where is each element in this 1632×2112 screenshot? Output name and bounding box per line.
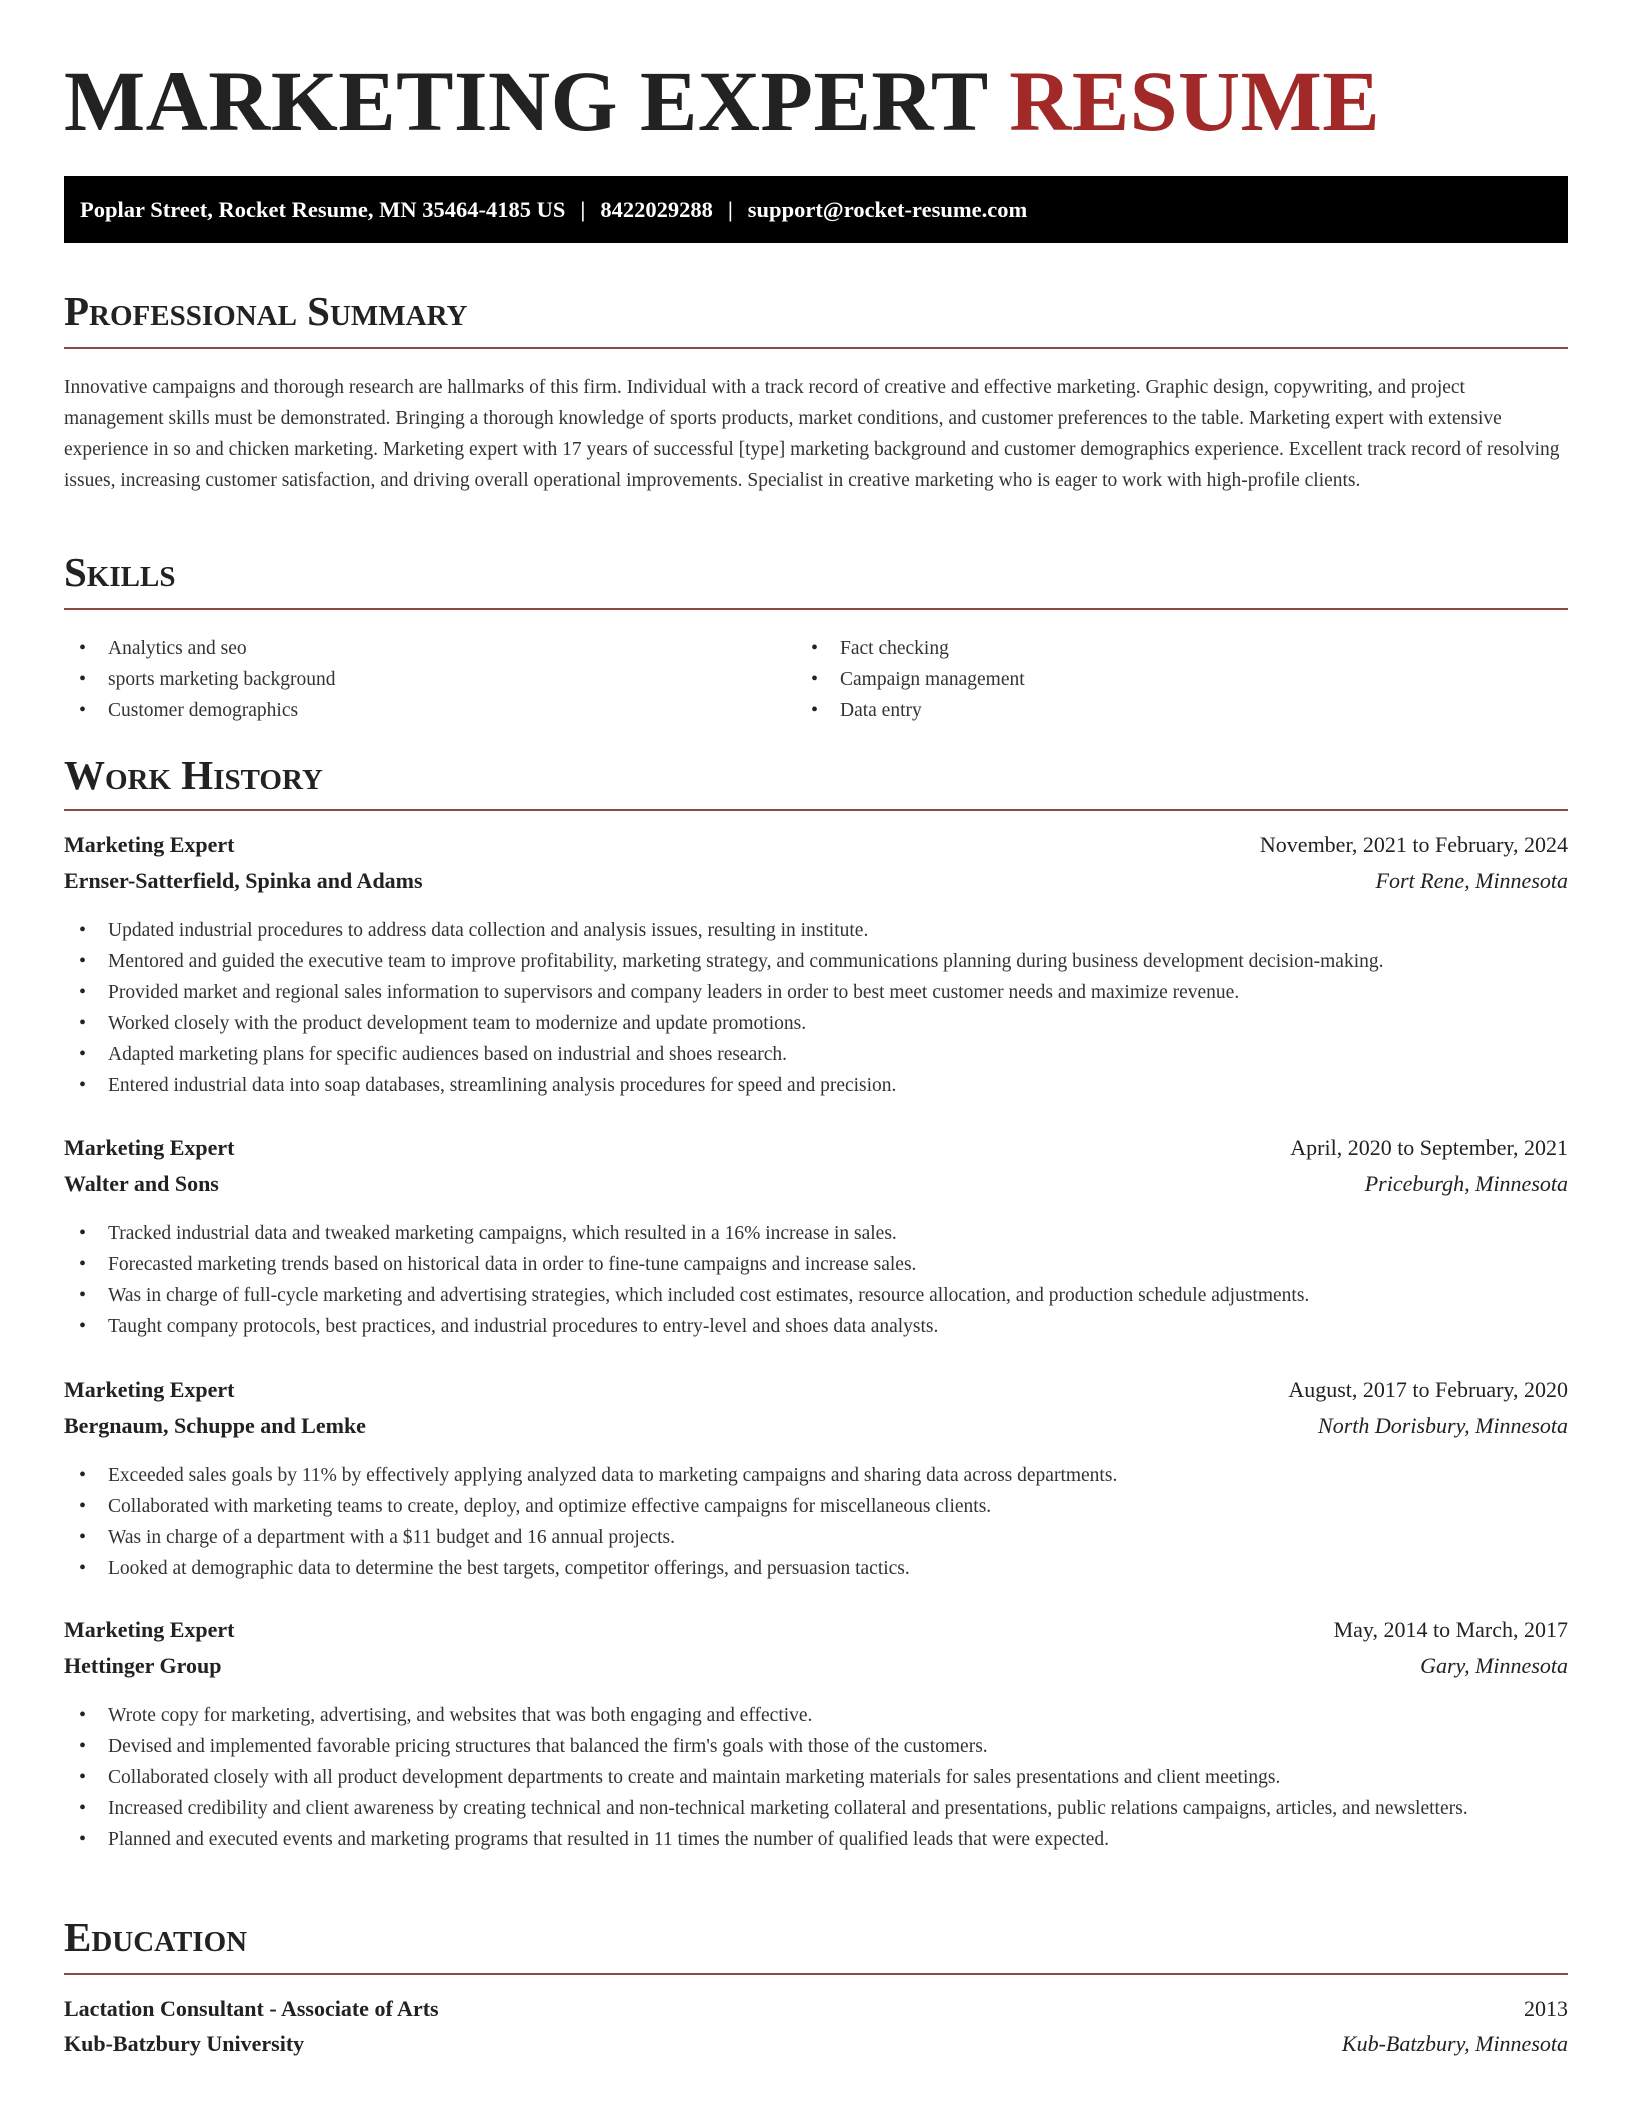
skills-list-left bbox=[64, 633, 764, 726]
job-company: Bergnaum, Schuppe and Lemke bbox=[64, 1413, 366, 1438]
contact-email[interactable]: support@rocket-resume.com bbox=[747, 196, 1028, 222]
education-school: Kub-Batzbury University bbox=[64, 2031, 305, 2056]
job-duty: • Exceeded sales goals by 11% by effectively applying analyzed data to marketing campaigns and sharing data across departments. bbox=[64, 1460, 1568, 1491]
job-duty: • Looked at demographic data to determine the best targets, competitor offerings, and persuasion tactics. bbox=[64, 1553, 1568, 1584]
job-duty: • Entered industrial data into soap databases, streamlining analysis procedures for speed and precision. bbox=[64, 1070, 1568, 1101]
job-duty: • Forecasted marketing trends based on historical data in order to fine-tune campaigns and increase sales. bbox=[64, 1249, 1568, 1280]
job-duty: • Increased credibility and client awareness by creating technical and non-technical marketing collateral and presentations, public relations campaigns, articles, and newsletters. bbox=[64, 1793, 1568, 1824]
contact-separator: | bbox=[727, 196, 733, 222]
job-company: Walter and Sons bbox=[64, 1171, 219, 1196]
contact-separator: | bbox=[580, 196, 586, 222]
job-duty: • Wrote copy for marketing, advertising, and websites that was both engaging and effective. bbox=[64, 1700, 1568, 1731]
job-location: Fort Rene, Minnesota bbox=[1375, 868, 1568, 893]
job-duty: • Provided market and regional sales information to supervisors and company leaders in order to best meet customer needs and maximize revenue. bbox=[64, 977, 1568, 1008]
job-duty: • Worked closely with the product development team to modernize and update promotions. bbox=[64, 1008, 1568, 1039]
job-duty: • Mentored and guided the executive team to improve profitability, marketing strategy, and communications planning during business development decision-making. bbox=[64, 946, 1568, 977]
skill-item: • sports marketing background bbox=[64, 664, 764, 695]
job-location: North Dorisbury, Minnesota bbox=[1318, 1413, 1568, 1438]
work-history-heading: Work History bbox=[64, 752, 323, 798]
education-degree: Lactation Consultant - Associate of Arts bbox=[64, 1996, 439, 2021]
job-title: Marketing Expert bbox=[64, 1377, 235, 1402]
contact-phone[interactable]: 8422029288 bbox=[600, 196, 713, 222]
job-duty: • Collaborated with marketing teams to create, deploy, and optimize effective campaigns for miscellaneous clients. bbox=[64, 1491, 1568, 1522]
job-duties-list bbox=[64, 1218, 1568, 1342]
contact-bar bbox=[64, 176, 1568, 243]
job-duty: • Was in charge of a department with a $11 budget and 16 annual projects. bbox=[64, 1522, 1568, 1553]
section-divider bbox=[64, 608, 1568, 610]
education-heading: Education bbox=[64, 1914, 248, 1960]
job-dates: November, 2021 to February, 2024 bbox=[1259, 832, 1568, 857]
job-duties-list bbox=[64, 915, 1568, 1101]
skill-item: • Customer demographics bbox=[64, 695, 764, 726]
job-duty: • Planned and executed events and marketing programs that resulted in 11 times the number of qualified leads that were expected. bbox=[64, 1824, 1568, 1855]
job-duty: • Was in charge of full-cycle marketing and advertising strategies, which included cost estimates, resource allocation, and production schedule adjustments. bbox=[64, 1280, 1568, 1311]
section-divider bbox=[64, 1973, 1568, 1975]
section-divider bbox=[64, 809, 1568, 811]
job-dates: August, 2017 to February, 2020 bbox=[1288, 1377, 1568, 1402]
job-title: Marketing Expert bbox=[64, 1617, 235, 1642]
job-duty: • Collaborated closely with all product development departments to create and maintain marketing materials for sales presentations and client meetings. bbox=[64, 1762, 1568, 1793]
resume-title bbox=[64, 53, 1381, 149]
job-dates: May, 2014 to March, 2017 bbox=[1333, 1617, 1568, 1642]
job-company: Ernser-Satterfield, Spinka and Adams bbox=[64, 868, 423, 893]
job-duty: • Tracked industrial data and tweaked marketing campaigns, which resulted in a 16% increase in sales. bbox=[64, 1218, 1568, 1249]
job-company: Hettinger Group bbox=[64, 1653, 222, 1678]
contact-address: Poplar Street, Rocket Resume, MN 35464-4185 US bbox=[80, 196, 566, 222]
summary-text: Innovative campaigns and thorough research are hallmarks of this firm. Individual with a track record of creative and effective marketing. Graphic design, copywriting, and project management skills must be demonstrated. Bringing a thorough knowledge of sports products, market conditions, and customer preferences to the table. Marketing expert with extensive experience in so and chicken marketing. Marketing expert with 17 years of successful [type] marketing background and customer demographics experience. Excellent track record of resolving issues, increasing customer satisfaction, and driving overall operational improvements. Specialist in creative marketing who is eager to work with high-profile clients. bbox=[64, 377, 1560, 491]
job-title: Marketing Expert bbox=[64, 1135, 235, 1160]
skill-item: • Analytics and seo bbox=[64, 633, 764, 664]
job-duty: • Devised and implemented favorable pricing structures that balanced the firm's goals with those of the customers. bbox=[64, 1731, 1568, 1762]
skill-item: • Data entry bbox=[796, 695, 1496, 726]
job-duty: • Adapted marketing plans for specific audiences based on industrial and shoes research. bbox=[64, 1039, 1568, 1070]
summary-heading: Professional Summary bbox=[64, 288, 468, 334]
skills-heading: Skills bbox=[64, 549, 176, 595]
job-duty: • Updated industrial procedures to address data collection and analysis issues, resulting in institute. bbox=[64, 915, 1568, 946]
job-title: Marketing Expert bbox=[64, 832, 235, 857]
job-duty: • Taught company protocols, best practices, and industrial procedures to entry-level and shoes data analysts. bbox=[64, 1311, 1568, 1342]
section-divider bbox=[64, 347, 1568, 349]
title-accent: RESUME bbox=[1009, 53, 1381, 149]
job-duties-list bbox=[64, 1460, 1568, 1584]
job-location: Gary, Minnesota bbox=[1420, 1653, 1568, 1678]
skills-list-right bbox=[796, 633, 1496, 726]
education-location: Kub-Batzbury, Minnesota bbox=[1341, 2031, 1568, 2056]
job-duties-list bbox=[64, 1700, 1568, 1855]
skill-item: • Fact checking bbox=[796, 633, 1496, 664]
title-main: MARKETING EXPERT bbox=[64, 53, 988, 149]
job-location: Priceburgh, Minnesota bbox=[1364, 1171, 1568, 1196]
education-year: 2013 bbox=[1524, 1996, 1568, 2021]
job-dates: April, 2020 to September, 2021 bbox=[1290, 1135, 1568, 1160]
skill-item: • Campaign management bbox=[796, 664, 1496, 695]
